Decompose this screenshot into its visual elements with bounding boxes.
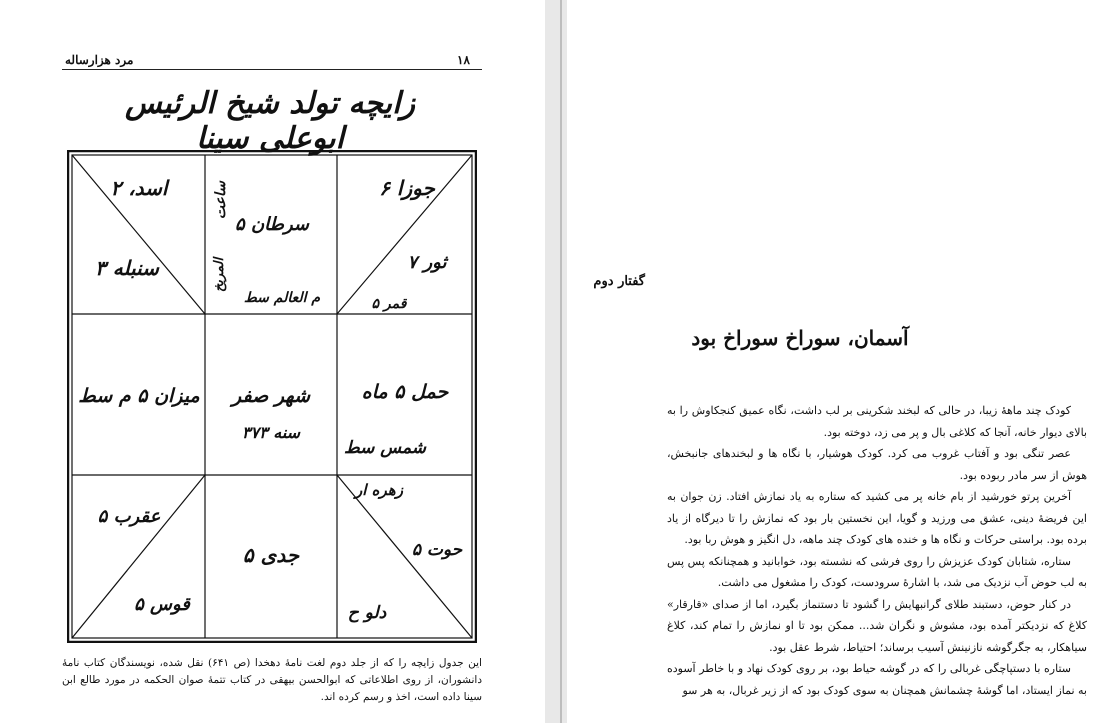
paragraph: آخرین پرتو خورشید از بام خانه پر می کشید که ستاره به یاد نمازش افتاد. زن جوان به این فریضهٔ دینی، عشق می ورزید و گویا، این نخستین بار بود که نمازش را تا دیرگاه از یاد برده بود. براستی حرکات و نگاه ها و خنده های کودک چند ماهه، دل انگیز و هوش ربا بود. <box>667 490 1087 546</box>
paragraph: عصر تنگی بود و آفتاب غروب می کرد. کودک هوشیار، با نگاه ها و لبخندهای جانبخش، هوش از سر مادر ربوده بود. <box>667 447 1087 482</box>
chapter-title: آسمان، سوراخ سوراخ بود <box>691 326 909 350</box>
cell-right: ثور ۷ <box>407 252 447 273</box>
cell-mid-center-2: سنه ۳۷۳ <box>241 423 301 442</box>
cell-top-center-main: سرطان ۵ <box>235 214 309 235</box>
cell-bottom-right-bottom: دلو ح <box>347 603 387 623</box>
horoscope-chart <box>67 150 477 643</box>
cell-bottom-left-bottom: قوس ۵ <box>134 594 190 615</box>
cell-top-center-side2: المریخ <box>212 257 227 293</box>
cell-bottom-center: جدی ۵ <box>242 543 300 567</box>
chart-caption: این جدول زایچه را که از جلد دوم لغت نامهٔ دهخدا (ص ۶۴۱) نقل شده، نویسندگان کتاب نامهٔ دانشوران، از روی اطلاعاتی که ابوالحسن بیهقی در کتاب تتمهٔ صوان الحکمه در مورد طالع ابن سینا داده است، اخذ و رسم کرده اند. <box>62 657 482 703</box>
cell-mid-right-2: شمس سط <box>343 438 427 458</box>
body-text <box>667 400 1087 701</box>
cell-mid-right-1: حمل ۵ ماه <box>361 381 449 403</box>
cell-right-bottom: قمر ۵ <box>371 296 407 312</box>
cell-top-center-side1: ساعت <box>213 180 229 220</box>
cell-top-center-bottom: م العالم سط <box>243 290 321 306</box>
cell-top-right: جوزا ۶ <box>379 176 435 200</box>
cell-mid-center-1: شهر صفر <box>231 385 311 407</box>
page-edge <box>560 0 562 723</box>
header-rule <box>62 69 482 70</box>
cell-mid-left: میزان ۵ م سط <box>78 385 200 407</box>
paragraph: ستاره، شتابان کودک عزیزش را روی فرشی که نشسته بود، خوابانید و همچنانکه پس پس به لب حوض آب نزدیک می شد، با اشارهٔ سرودست، کودک را مشغول می داشت. <box>667 554 1087 589</box>
section-label: گفتار دوم <box>593 274 645 289</box>
cell-bottom-right-mid: حوت ۵ <box>411 540 463 560</box>
page-number: ۱۸ <box>457 53 470 67</box>
page-gutter <box>545 0 567 723</box>
cell-bottom-left-top: عقرب ۵ <box>97 506 161 527</box>
cell-left: سنبله ۳ <box>95 256 159 280</box>
cell-top-left: اسد، ۲ <box>110 176 168 200</box>
left-page <box>0 0 545 723</box>
paragraph: ستاره با دستپاچگی غربالی را که در گوشه حیاط بود، بر روی کودک نهاد و با خاطر آسوده به نماز ایستاد، اما گوشهٔ چشمانش همچنان به سوی کودک بود که از زیر غربال، به هر سو <box>667 662 1087 697</box>
paragraph: در کنار حوض، دستبند طلای گرانبهایش را گشود تا دستنماز بگیرد، اما از صدای «قارقار» کلاغ که نزدیکتر آمده بود، مشوش و نگران شد... ممکن بود تا او نمازش را تمام کند، کلاغ سیاهکار، به جگرگوشه نازنینش آسیب برساند؛ احتیاط، شرط عقل بود. <box>667 597 1087 654</box>
chart-title: زایچه تولد شیخ الرئیس ابوعلی سینا <box>125 86 415 156</box>
right-page <box>567 0 1113 723</box>
cell-bottom-right-top: زهره ار <box>355 481 403 499</box>
paragraph: کودک چند ماههٔ زیبا، در حالی که لبخند شکرینی بر لب داشت، نگاه عمیق کنجکاوش را به بالای دیوار خانه، آنجا که کلاغی بال و پر می زد، دوخته بود. <box>667 404 1087 439</box>
running-header-title: مرد هزارساله <box>65 53 134 67</box>
